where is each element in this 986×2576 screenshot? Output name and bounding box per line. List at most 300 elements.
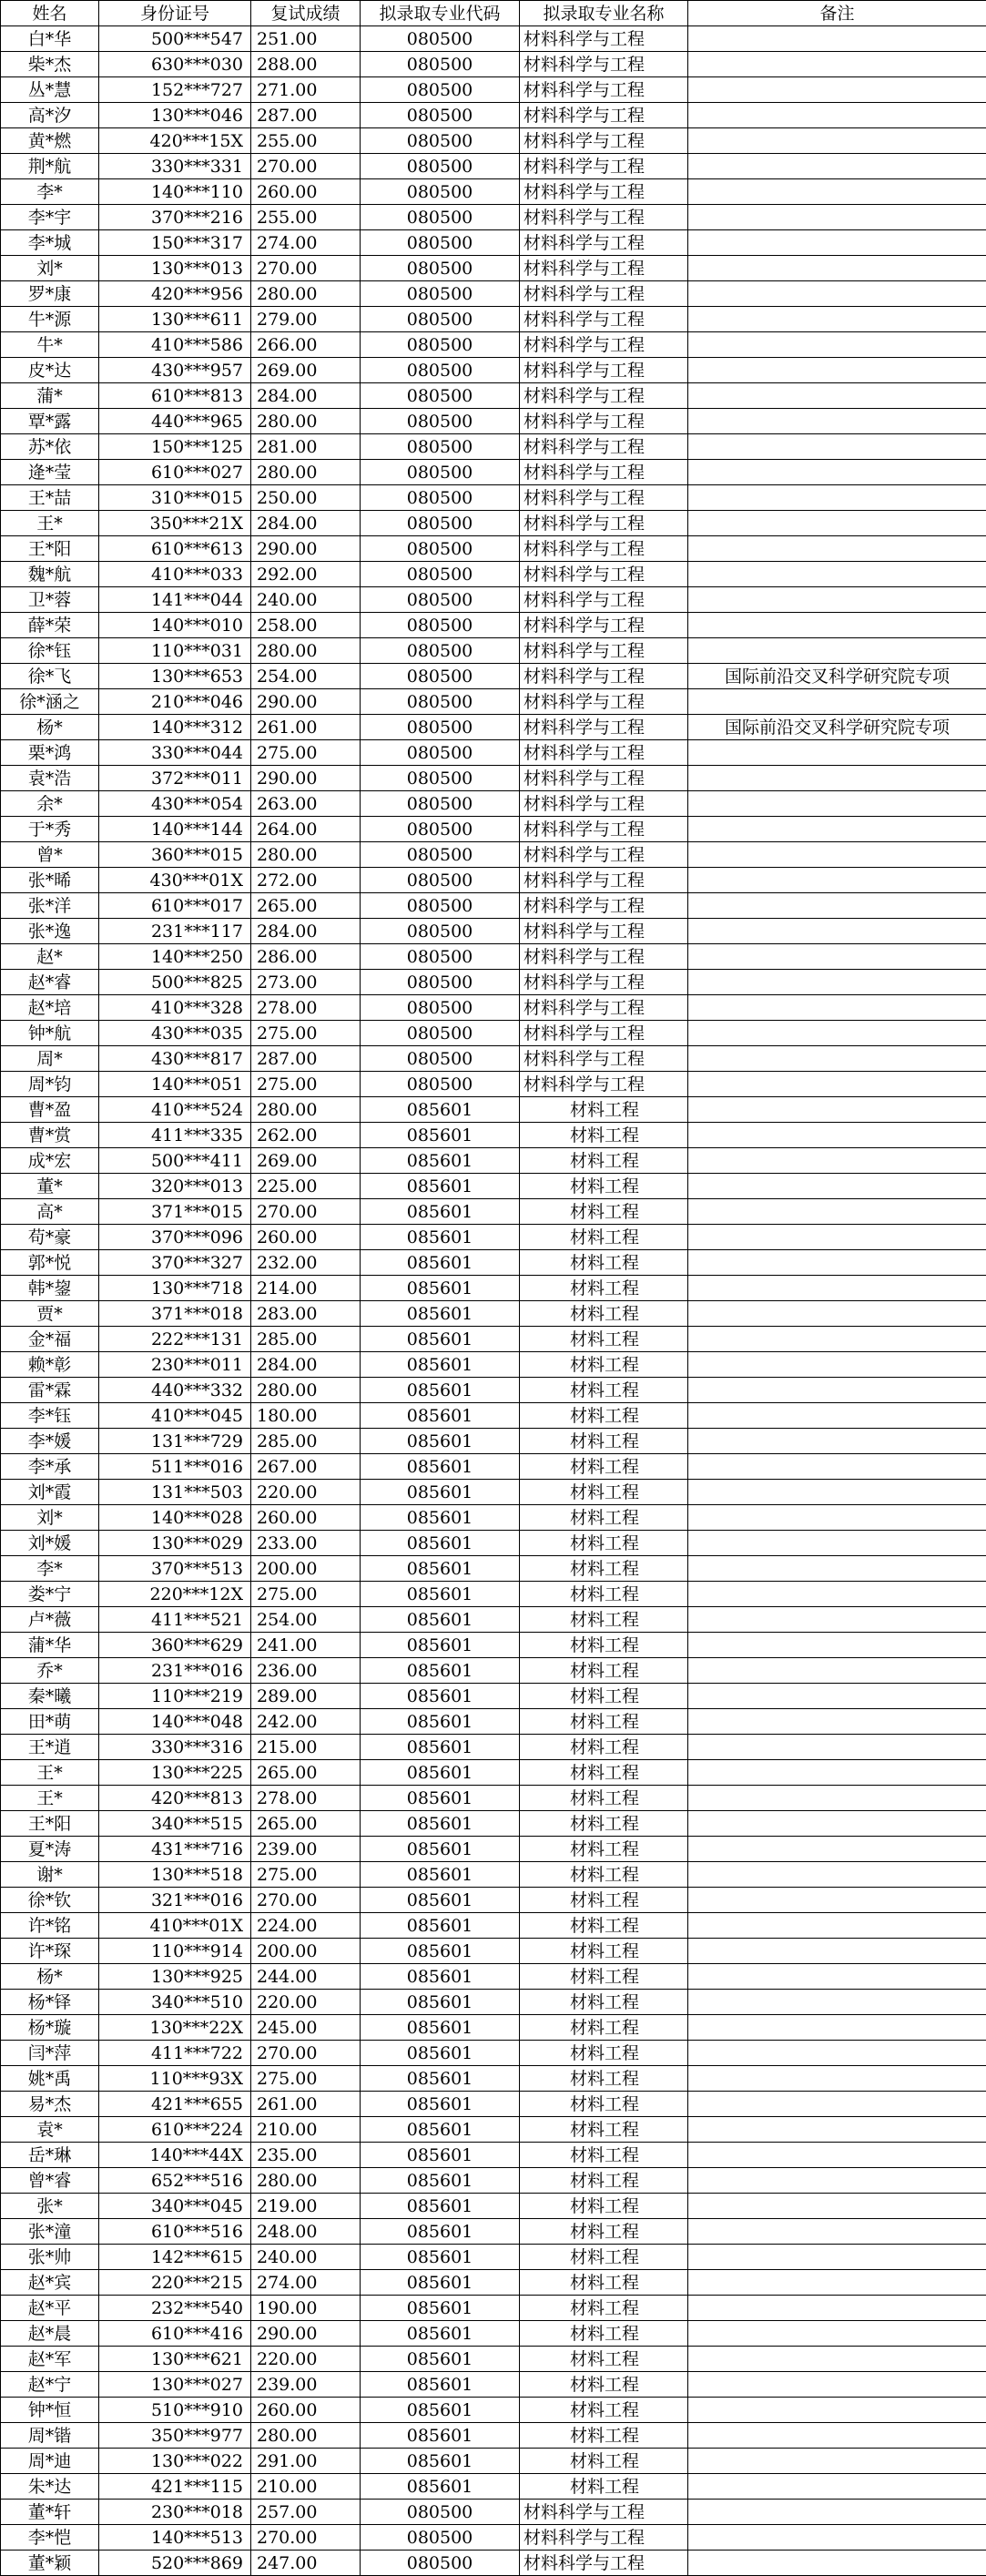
cell-remarks: [688, 2092, 986, 2117]
cell-major-code: 085601: [361, 2117, 520, 2143]
cell-name: 卢*薇: [1, 1607, 99, 1633]
cell-major-code: 080500: [361, 460, 520, 485]
cell-major-code: 080500: [361, 2500, 520, 2525]
cell-score: 220.00: [251, 1990, 361, 2015]
cell-remarks: [688, 358, 986, 383]
cell-name: 高*汐: [1, 103, 99, 128]
cell-major-name: 材料科学与工程: [520, 536, 688, 562]
header-remarks: 备注: [688, 1, 986, 26]
cell-id-number: 410***586: [99, 332, 251, 358]
cell-score: 247.00: [251, 2551, 361, 2576]
cell-name: 李*媛: [1, 1429, 99, 1454]
cell-major-name: 材料工程: [520, 1709, 688, 1735]
cell-remarks: 国际前沿交叉科学研究院专项: [688, 664, 986, 689]
cell-name: 张*: [1, 2194, 99, 2219]
cell-major-name: 材料科学与工程: [520, 1021, 688, 1046]
cell-score: 220.00: [251, 2347, 361, 2372]
cell-remarks: [688, 1072, 986, 1097]
cell-score: 275.00: [251, 1862, 361, 1888]
cell-major-code: 080500: [361, 179, 520, 205]
cell-remarks: [688, 2270, 986, 2296]
cell-name: 魏*航: [1, 562, 99, 587]
cell-major-name: 材料科学与工程: [520, 230, 688, 256]
cell-major-name: 材料工程: [520, 1939, 688, 1964]
cell-remarks: [688, 1939, 986, 1964]
cell-name: 赵*宁: [1, 2372, 99, 2398]
cell-major-code: 080500: [361, 205, 520, 230]
table-row: [1, 383, 986, 409]
cell-score: 180.00: [251, 1403, 361, 1429]
cell-major-code: 085601: [361, 1786, 520, 1811]
table-row: [1, 1148, 986, 1174]
table-row: [1, 995, 986, 1021]
cell-id-number: 421***115: [99, 2474, 251, 2500]
table-row: [1, 1760, 986, 1786]
cell-remarks: [688, 1429, 986, 1454]
cell-name: 袁*浩: [1, 766, 99, 791]
cell-name: 张*洋: [1, 893, 99, 919]
cell-id-number: 630***030: [99, 52, 251, 77]
cell-remarks: [688, 77, 986, 103]
cell-major-name: 材料工程: [520, 1123, 688, 1148]
cell-major-name: 材料工程: [520, 2398, 688, 2423]
table-row: [1, 2296, 986, 2321]
cell-major-name: 材料工程: [520, 2449, 688, 2474]
cell-major-name: 材料科学与工程: [520, 995, 688, 1021]
table-row: [1, 970, 986, 995]
cell-name: 夏*涛: [1, 1837, 99, 1862]
cell-score: 275.00: [251, 1582, 361, 1607]
cell-name: 金*福: [1, 1327, 99, 1352]
cell-major-code: 085601: [361, 1607, 520, 1633]
cell-major-name: 材料科学与工程: [520, 715, 688, 740]
cell-name: 赵*晨: [1, 2321, 99, 2347]
cell-major-code: 080500: [361, 664, 520, 689]
cell-score: 290.00: [251, 766, 361, 791]
cell-id-number: 340***510: [99, 1990, 251, 2015]
table-row: [1, 587, 986, 613]
cell-score: 275.00: [251, 1072, 361, 1097]
cell-score: 280.00: [251, 842, 361, 868]
cell-score: 260.00: [251, 1505, 361, 1531]
cell-major-name: 材料科学与工程: [520, 766, 688, 791]
cell-id-number: 110***914: [99, 1939, 251, 1964]
cell-remarks: [688, 1990, 986, 2015]
cell-major-code: 085601: [361, 1837, 520, 1862]
cell-id-number: 370***216: [99, 205, 251, 230]
cell-major-code: 085601: [361, 1225, 520, 1250]
cell-name: 李*: [1, 179, 99, 205]
cell-major-name: 材料工程: [520, 2270, 688, 2296]
cell-id-number: 231***117: [99, 919, 251, 944]
table-row: [1, 1735, 986, 1760]
table-row: [1, 485, 986, 511]
cell-major-name: 材料科学与工程: [520, 893, 688, 919]
cell-major-code: 085601: [361, 1199, 520, 1225]
cell-id-number: 431***716: [99, 1837, 251, 1862]
cell-id-number: 140***110: [99, 179, 251, 205]
cell-major-name: 材料工程: [520, 1327, 688, 1352]
cell-major-code: 080500: [361, 536, 520, 562]
cell-major-code: 080500: [361, 383, 520, 409]
cell-name: 赖*彰: [1, 1352, 99, 1378]
cell-major-code: 085601: [361, 1352, 520, 1378]
cell-major-code: 080500: [361, 103, 520, 128]
cell-major-name: 材料科学与工程: [520, 842, 688, 868]
cell-major-code: 085601: [361, 2194, 520, 2219]
cell-name: 周*钧: [1, 1072, 99, 1097]
cell-id-number: 500***411: [99, 1148, 251, 1174]
cell-id-number: 142***615: [99, 2245, 251, 2270]
cell-id-number: 110***93X: [99, 2066, 251, 2092]
cell-name: 高*: [1, 1199, 99, 1225]
cell-name: 栗*鸿: [1, 740, 99, 766]
cell-remarks: [688, 1888, 986, 1913]
cell-major-name: 材料工程: [520, 1633, 688, 1658]
cell-id-number: 610***813: [99, 383, 251, 409]
cell-major-name: 材料工程: [520, 2168, 688, 2194]
cell-name: 周*锴: [1, 2423, 99, 2449]
cell-major-name: 材料科学与工程: [520, 358, 688, 383]
cell-remarks: [688, 128, 986, 154]
cell-name: 成*宏: [1, 1148, 99, 1174]
cell-score: 281.00: [251, 434, 361, 460]
cell-major-code: 080500: [361, 2551, 520, 2576]
cell-score: 210.00: [251, 2474, 361, 2500]
cell-remarks: [688, 2194, 986, 2219]
cell-major-name: 材料科学与工程: [520, 613, 688, 638]
cell-name: 王*阳: [1, 536, 99, 562]
cell-remarks: [688, 2015, 986, 2041]
cell-id-number: 130***046: [99, 103, 251, 128]
cell-score: 239.00: [251, 1837, 361, 1862]
cell-score: 224.00: [251, 1913, 361, 1939]
cell-major-name: 材料科学与工程: [520, 128, 688, 154]
table-row: [1, 919, 986, 944]
cell-remarks: [688, 536, 986, 562]
cell-id-number: 360***015: [99, 842, 251, 868]
cell-major-name: 材料工程: [520, 1760, 688, 1786]
cell-id-number: 140***010: [99, 613, 251, 638]
cell-score: 220.00: [251, 1480, 361, 1505]
cell-score: 200.00: [251, 1939, 361, 1964]
cell-remarks: [688, 2449, 986, 2474]
cell-major-code: 080500: [361, 740, 520, 766]
table-row: [1, 179, 986, 205]
cell-score: 210.00: [251, 2117, 361, 2143]
cell-remarks: [688, 638, 986, 664]
cell-remarks: [688, 893, 986, 919]
cell-major-name: 材料科学与工程: [520, 307, 688, 332]
cell-remarks: [688, 995, 986, 1021]
cell-remarks: [688, 587, 986, 613]
cell-score: 200.00: [251, 1556, 361, 1582]
cell-score: 270.00: [251, 154, 361, 179]
cell-major-name: 材料工程: [520, 2474, 688, 2500]
table-row: [1, 1225, 986, 1250]
cell-name: 薛*荣: [1, 613, 99, 638]
cell-major-code: 080500: [361, 1072, 520, 1097]
cell-id-number: 140***250: [99, 944, 251, 970]
cell-id-number: 371***015: [99, 1199, 251, 1225]
table-row: [1, 536, 986, 562]
cell-remarks: [688, 740, 986, 766]
cell-id-number: 140***028: [99, 1505, 251, 1531]
cell-remarks: [688, 1480, 986, 1505]
cell-score: 260.00: [251, 2398, 361, 2423]
cell-major-code: 085601: [361, 1735, 520, 1760]
cell-major-name: 材料科学与工程: [520, 179, 688, 205]
cell-major-name: 材料工程: [520, 1531, 688, 1556]
cell-id-number: 140***312: [99, 715, 251, 740]
cell-major-name: 材料科学与工程: [520, 256, 688, 281]
cell-id-number: 232***540: [99, 2296, 251, 2321]
cell-remarks: [688, 1811, 986, 1837]
cell-id-number: 130***027: [99, 2372, 251, 2398]
cell-remarks: [688, 1021, 986, 1046]
cell-name: 赵*军: [1, 2347, 99, 2372]
cell-name: 王*喆: [1, 485, 99, 511]
cell-name: 徐*钦: [1, 1888, 99, 1913]
cell-major-name: 材料工程: [520, 2092, 688, 2117]
cell-major-name: 材料工程: [520, 2015, 688, 2041]
table-row: [1, 2092, 986, 2117]
cell-score: 288.00: [251, 52, 361, 77]
cell-remarks: [688, 970, 986, 995]
table-row: [1, 2347, 986, 2372]
cell-score: 232.00: [251, 1250, 361, 1276]
cell-major-code: 085601: [361, 1097, 520, 1123]
cell-score: 190.00: [251, 2296, 361, 2321]
cell-major-code: 080500: [361, 562, 520, 587]
table-row: [1, 1403, 986, 1429]
table-row: [1, 664, 986, 689]
cell-id-number: 130***022: [99, 2449, 251, 2474]
cell-id-number: 421***655: [99, 2092, 251, 2117]
cell-name: 董*颖: [1, 2551, 99, 2576]
cell-score: 254.00: [251, 1607, 361, 1633]
cell-score: 240.00: [251, 587, 361, 613]
cell-major-name: 材料科学与工程: [520, 332, 688, 358]
cell-major-name: 材料科学与工程: [520, 409, 688, 434]
table-row: [1, 2398, 986, 2423]
cell-major-code: 080500: [361, 358, 520, 383]
cell-name: 余*: [1, 791, 99, 817]
cell-name: 王*: [1, 1786, 99, 1811]
cell-name: 刘*: [1, 256, 99, 281]
table-row: [1, 1556, 986, 1582]
cell-id-number: 500***547: [99, 26, 251, 52]
table-row: [1, 1301, 986, 1327]
cell-score: 248.00: [251, 2219, 361, 2245]
cell-major-code: 085601: [361, 1327, 520, 1352]
cell-major-code: 080500: [361, 409, 520, 434]
table-body: [1, 26, 986, 2576]
cell-remarks: [688, 1684, 986, 1709]
cell-id-number: 131***503: [99, 1480, 251, 1505]
table-row: [1, 256, 986, 281]
cell-score: 262.00: [251, 1123, 361, 1148]
cell-id-number: 370***513: [99, 1556, 251, 1582]
cell-major-name: 材料工程: [520, 1378, 688, 1403]
cell-name: 逄*莹: [1, 460, 99, 485]
cell-major-code: 080500: [361, 332, 520, 358]
cell-major-code: 085601: [361, 2219, 520, 2245]
cell-remarks: [688, 1454, 986, 1480]
table-row: [1, 332, 986, 358]
cell-major-name: 材料工程: [520, 1403, 688, 1429]
cell-id-number: 220***215: [99, 2270, 251, 2296]
cell-score: 280.00: [251, 409, 361, 434]
cell-name: 娄*宁: [1, 1582, 99, 1607]
cell-id-number: 321***016: [99, 1888, 251, 1913]
cell-id-number: 150***317: [99, 230, 251, 256]
cell-score: 236.00: [251, 1658, 361, 1684]
cell-score: 265.00: [251, 1760, 361, 1786]
cell-name: 钟*航: [1, 1021, 99, 1046]
cell-major-code: 085601: [361, 1811, 520, 1837]
table-row: [1, 740, 986, 766]
cell-remarks: [688, 1862, 986, 1888]
cell-major-code: 085601: [361, 2398, 520, 2423]
table-row: [1, 1250, 986, 1276]
cell-major-name: 材料科学与工程: [520, 638, 688, 664]
cell-score: 280.00: [251, 1097, 361, 1123]
cell-name: 杨*: [1, 715, 99, 740]
cell-major-name: 材料工程: [520, 1429, 688, 1454]
table-row: [1, 52, 986, 77]
cell-name: 徐*钰: [1, 638, 99, 664]
table-row: [1, 2194, 986, 2219]
table-row: [1, 2500, 986, 2525]
cell-score: 235.00: [251, 2143, 361, 2168]
cell-name: 张*潼: [1, 2219, 99, 2245]
cell-name: 董*轩: [1, 2500, 99, 2525]
cell-major-name: 材料科学与工程: [520, 1046, 688, 1072]
cell-major-name: 材料科学与工程: [520, 383, 688, 409]
cell-major-name: 材料科学与工程: [520, 664, 688, 689]
cell-major-code: 085601: [361, 2347, 520, 2372]
header-major-code: 拟录取专业代码: [361, 1, 520, 26]
cell-major-code: 085601: [361, 1913, 520, 1939]
cell-major-code: 085601: [361, 2143, 520, 2168]
table-row: [1, 1709, 986, 1735]
cell-remarks: [688, 434, 986, 460]
cell-id-number: 411***521: [99, 1607, 251, 1633]
cell-remarks: [688, 2245, 986, 2270]
cell-major-name: 材料科学与工程: [520, 103, 688, 128]
cell-remarks: [688, 1607, 986, 1633]
cell-name: 袁*: [1, 2117, 99, 2143]
cell-major-code: 085601: [361, 1174, 520, 1199]
cell-major-name: 材料工程: [520, 2066, 688, 2092]
cell-score: 264.00: [251, 817, 361, 842]
cell-major-name: 材料科学与工程: [520, 919, 688, 944]
cell-major-code: 085601: [361, 1582, 520, 1607]
cell-major-name: 材料科学与工程: [520, 154, 688, 179]
cell-major-code: 080500: [361, 715, 520, 740]
cell-id-number: 222***131: [99, 1327, 251, 1352]
cell-name: 蒲*: [1, 383, 99, 409]
cell-id-number: 140***144: [99, 817, 251, 842]
cell-name: 周*: [1, 1046, 99, 1072]
table-row: [1, 2372, 986, 2398]
cell-major-name: 材料科学与工程: [520, 944, 688, 970]
cell-name: 张*晞: [1, 868, 99, 893]
cell-score: 286.00: [251, 944, 361, 970]
cell-remarks: [688, 2551, 986, 2576]
cell-name: 张*帅: [1, 2245, 99, 2270]
table-row: [1, 1658, 986, 1684]
cell-score: 265.00: [251, 893, 361, 919]
cell-score: 251.00: [251, 26, 361, 52]
cell-remarks: [688, 766, 986, 791]
cell-score: 240.00: [251, 2245, 361, 2270]
table-row: [1, 2245, 986, 2270]
cell-score: 290.00: [251, 2321, 361, 2347]
cell-id-number: 110***219: [99, 1684, 251, 1709]
cell-major-code: 085601: [361, 2092, 520, 2117]
cell-id-number: 511***016: [99, 1454, 251, 1480]
table-row: [1, 358, 986, 383]
cell-major-code: 085601: [361, 1378, 520, 1403]
table-row: [1, 128, 986, 154]
cell-score: 270.00: [251, 256, 361, 281]
cell-id-number: 141***044: [99, 587, 251, 613]
cell-id-number: 130***718: [99, 1276, 251, 1301]
cell-major-name: 材料科学与工程: [520, 485, 688, 511]
cell-score: 260.00: [251, 1225, 361, 1250]
cell-remarks: [688, 205, 986, 230]
cell-major-code: 080500: [361, 842, 520, 868]
cell-remarks: [688, 1199, 986, 1225]
cell-id-number: 410***328: [99, 995, 251, 1021]
cell-name: 许*琛: [1, 1939, 99, 1964]
cell-score: 270.00: [251, 1199, 361, 1225]
cell-remarks: [688, 2474, 986, 2500]
cell-id-number: 370***096: [99, 1225, 251, 1250]
cell-remarks: [688, 817, 986, 842]
cell-major-name: 材料科学与工程: [520, 791, 688, 817]
cell-major-name: 材料科学与工程: [520, 511, 688, 536]
cell-name: 李*承: [1, 1454, 99, 1480]
cell-id-number: 350***977: [99, 2423, 251, 2449]
cell-major-name: 材料工程: [520, 1786, 688, 1811]
cell-major-code: 080500: [361, 995, 520, 1021]
cell-remarks: [688, 2168, 986, 2194]
table-row: [1, 434, 986, 460]
cell-remarks: [688, 383, 986, 409]
table-row: [1, 1046, 986, 1072]
cell-major-code: 085601: [361, 2270, 520, 2296]
cell-name: 杨*铎: [1, 1990, 99, 2015]
cell-major-code: 080500: [361, 485, 520, 511]
cell-score: 280.00: [251, 2423, 361, 2449]
cell-name: 秦*曦: [1, 1684, 99, 1709]
cell-score: 280.00: [251, 1378, 361, 1403]
cell-name: 雷*霖: [1, 1378, 99, 1403]
cell-major-code: 080500: [361, 613, 520, 638]
cell-major-code: 085601: [361, 1964, 520, 1990]
cell-id-number: 130***029: [99, 1531, 251, 1556]
cell-id-number: 130***653: [99, 664, 251, 689]
cell-major-name: 材料工程: [520, 2194, 688, 2219]
cell-id-number: 410***01X: [99, 1913, 251, 1939]
cell-major-name: 材料工程: [520, 2117, 688, 2143]
cell-remarks: [688, 1174, 986, 1199]
cell-name: 乔*: [1, 1658, 99, 1684]
table-row: [1, 2551, 986, 2576]
